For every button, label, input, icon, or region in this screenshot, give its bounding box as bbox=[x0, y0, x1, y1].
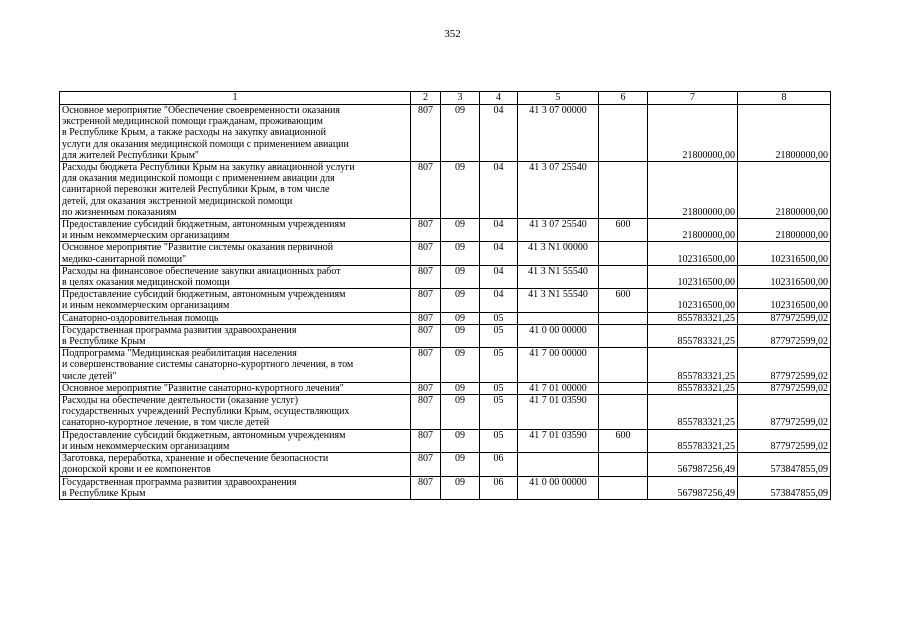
section-code: 09 bbox=[441, 476, 480, 499]
amount-year-1: 21800000,00 bbox=[648, 162, 738, 219]
item-name: Расходы на обеспечение деятельности (оказание услуг) государственных учреждений Республики Крым, осуществляющих санаторно-курортное лечение, в том числе детей bbox=[60, 395, 411, 430]
target-article-code: 41 7 01 00000 bbox=[518, 382, 599, 394]
table-row bbox=[60, 219, 831, 242]
item-name: Основное мероприятие "Развитие системы оказания первичной медико-санитарной помощи" bbox=[60, 242, 411, 265]
target-article-code: 41 3 N1 00000 bbox=[518, 242, 599, 265]
amount-year-2: 877972599,02 bbox=[738, 324, 831, 347]
header-cell: 6 bbox=[599, 92, 648, 105]
amount-year-1: 21800000,00 bbox=[648, 219, 738, 242]
expense-type-code bbox=[599, 242, 648, 265]
subsection-code: 05 bbox=[480, 382, 518, 394]
section-code: 09 bbox=[441, 162, 480, 219]
header-cell: 5 bbox=[518, 92, 599, 105]
amount-year-1: 855783321,25 bbox=[648, 348, 738, 383]
amount-year-1: 567987256,49 bbox=[648, 476, 738, 499]
target-article-code: 41 3 07 25540 bbox=[518, 219, 599, 242]
header-cell: 3 bbox=[441, 92, 480, 105]
target-article-code: 41 0 00 00000 bbox=[518, 324, 599, 347]
expense-type-code bbox=[599, 265, 648, 288]
header-row bbox=[60, 92, 831, 105]
expense-type-code bbox=[599, 395, 648, 430]
section-code: 09 bbox=[441, 242, 480, 265]
target-article-code: 41 0 00 00000 bbox=[518, 476, 599, 499]
section-code: 09 bbox=[441, 382, 480, 394]
table-row bbox=[60, 162, 831, 219]
amount-year-2: 877972599,02 bbox=[738, 382, 831, 394]
table-body bbox=[60, 105, 831, 500]
amount-year-1: 102316500,00 bbox=[648, 289, 738, 312]
amount-year-1: 102316500,00 bbox=[648, 265, 738, 288]
amount-year-1: 855783321,25 bbox=[648, 429, 738, 452]
item-name: Основное мероприятие "Развитие санаторно-курортного лечения" bbox=[60, 382, 411, 394]
section-code: 09 bbox=[441, 105, 480, 162]
item-name: Подпрограмма "Медицинская реабилитация населения и совершенствование системы санаторно-курортного лечения, в том числе детей" bbox=[60, 348, 411, 383]
item-name: Санаторно-оздоровительная помощь bbox=[60, 312, 411, 324]
subsection-code: 05 bbox=[480, 312, 518, 324]
expense-type-code bbox=[599, 382, 648, 394]
header-cell: 2 bbox=[411, 92, 441, 105]
ministry-code: 807 bbox=[411, 219, 441, 242]
subsection-code: 04 bbox=[480, 242, 518, 265]
item-name: Предоставление субсидий бюджетным, автономным учреждениям и иным некоммерческим организациям bbox=[60, 429, 411, 452]
expense-type-code: 600 bbox=[599, 219, 648, 242]
expense-type-code bbox=[599, 312, 648, 324]
amount-year-1: 855783321,25 bbox=[648, 324, 738, 347]
ministry-code: 807 bbox=[411, 289, 441, 312]
amount-year-2: 573847855,09 bbox=[738, 476, 831, 499]
table-row bbox=[60, 242, 831, 265]
expense-type-code bbox=[599, 324, 648, 347]
ministry-code: 807 bbox=[411, 242, 441, 265]
item-name: Предоставление субсидий бюджетным, автономным учреждениям и иным некоммерческим организациям bbox=[60, 219, 411, 242]
amount-year-2: 21800000,00 bbox=[738, 219, 831, 242]
amount-year-2: 102316500,00 bbox=[738, 242, 831, 265]
target-article-code: 41 3 N1 55540 bbox=[518, 289, 599, 312]
budget-table bbox=[59, 91, 831, 500]
target-article-code: 41 7 00 00000 bbox=[518, 348, 599, 383]
section-code: 09 bbox=[441, 219, 480, 242]
table-row bbox=[60, 312, 831, 324]
amount-year-1: 855783321,25 bbox=[648, 312, 738, 324]
section-code: 09 bbox=[441, 453, 480, 476]
section-code: 09 bbox=[441, 312, 480, 324]
amount-year-2: 877972599,02 bbox=[738, 395, 831, 430]
target-article-code bbox=[518, 453, 599, 476]
ministry-code: 807 bbox=[411, 395, 441, 430]
ministry-code: 807 bbox=[411, 265, 441, 288]
subsection-code: 04 bbox=[480, 289, 518, 312]
section-code: 09 bbox=[441, 348, 480, 383]
expense-type-code: 600 bbox=[599, 429, 648, 452]
amount-year-2: 877972599,02 bbox=[738, 348, 831, 383]
subsection-code: 06 bbox=[480, 453, 518, 476]
expense-type-code bbox=[599, 453, 648, 476]
subsection-code: 05 bbox=[480, 324, 518, 347]
item-name: Расходы бюджета Республики Крым на закупку авиационной услуги для оказания медицинской помощи с применением авиации для санитарной перевозки жителей Республики Крым, в том числе детей, для оказания экстренной медицинской помощи по жизненным показаниям bbox=[60, 162, 411, 219]
ministry-code: 807 bbox=[411, 476, 441, 499]
subsection-code: 04 bbox=[480, 265, 518, 288]
item-name: Расходы на финансовое обеспечение закупки авиационных работ в целях оказания медицинской помощи bbox=[60, 265, 411, 288]
expense-type-code bbox=[599, 476, 648, 499]
item-name: Государственная программа развития здравоохранения в Республике Крым bbox=[60, 476, 411, 499]
expense-type-code bbox=[599, 162, 648, 219]
amount-year-2: 21800000,00 bbox=[738, 162, 831, 219]
page-number: 352 bbox=[444, 28, 461, 40]
subsection-code: 05 bbox=[480, 395, 518, 430]
subsection-code: 04 bbox=[480, 162, 518, 219]
amount-year-1: 21800000,00 bbox=[648, 105, 738, 162]
section-code: 09 bbox=[441, 289, 480, 312]
amount-year-1: 102316500,00 bbox=[648, 242, 738, 265]
ministry-code: 807 bbox=[411, 312, 441, 324]
ministry-code: 807 bbox=[411, 324, 441, 347]
section-code: 09 bbox=[441, 429, 480, 452]
amount-year-2: 877972599,02 bbox=[738, 429, 831, 452]
table-row bbox=[60, 382, 831, 394]
table-row bbox=[60, 476, 831, 499]
ministry-code: 807 bbox=[411, 348, 441, 383]
header-cell: 4 bbox=[480, 92, 518, 105]
subsection-code: 04 bbox=[480, 219, 518, 242]
item-name: Основное мероприятие "Обеспечение своевременности оказания экстренной медицинской помощи гражданам, проживающим в Республике Крым, а также расходы на закупку авиационной услуги для оказания медицинской помощи с применением авиации для жителей Республики Крым" bbox=[60, 105, 411, 162]
amount-year-2: 102316500,00 bbox=[738, 289, 831, 312]
ministry-code: 807 bbox=[411, 453, 441, 476]
ministry-code: 807 bbox=[411, 162, 441, 219]
header-cell: 7 bbox=[648, 92, 738, 105]
subsection-code: 06 bbox=[480, 476, 518, 499]
table-row bbox=[60, 265, 831, 288]
amount-year-2: 573847855,09 bbox=[738, 453, 831, 476]
item-name: Предоставление субсидий бюджетным, автономным учреждениям и иным некоммерческим организациям bbox=[60, 289, 411, 312]
subsection-code: 05 bbox=[480, 429, 518, 452]
table-row bbox=[60, 429, 831, 452]
amount-year-2: 21800000,00 bbox=[738, 105, 831, 162]
item-name: Государственная программа развития здравоохранения в Республике Крым bbox=[60, 324, 411, 347]
target-article-code: 41 3 N1 55540 bbox=[518, 265, 599, 288]
subsection-code: 05 bbox=[480, 348, 518, 383]
target-article-code: 41 3 07 25540 bbox=[518, 162, 599, 219]
table-row bbox=[60, 453, 831, 476]
expense-type-code: 600 bbox=[599, 289, 648, 312]
section-code: 09 bbox=[441, 265, 480, 288]
amount-year-2: 102316500,00 bbox=[738, 265, 831, 288]
target-article-code: 41 7 01 03590 bbox=[518, 429, 599, 452]
subsection-code: 04 bbox=[480, 105, 518, 162]
header-cell: 8 bbox=[738, 92, 831, 105]
table-row bbox=[60, 395, 831, 430]
target-article-code bbox=[518, 312, 599, 324]
ministry-code: 807 bbox=[411, 382, 441, 394]
amount-year-1: 855783321,25 bbox=[648, 382, 738, 394]
table-row bbox=[60, 348, 831, 383]
section-code: 09 bbox=[441, 324, 480, 347]
item-name: Заготовка, переработка, хранение и обеспечение безопасности донорской крови и ее компонентов bbox=[60, 453, 411, 476]
table-row bbox=[60, 324, 831, 347]
amount-year-2: 877972599,02 bbox=[738, 312, 831, 324]
header-cell: 1 bbox=[60, 92, 411, 105]
ministry-code: 807 bbox=[411, 105, 441, 162]
ministry-code: 807 bbox=[411, 429, 441, 452]
table-row bbox=[60, 289, 831, 312]
expense-type-code bbox=[599, 348, 648, 383]
target-article-code: 41 7 01 03590 bbox=[518, 395, 599, 430]
table-row bbox=[60, 105, 831, 162]
amount-year-1: 567987256,49 bbox=[648, 453, 738, 476]
expense-type-code bbox=[599, 105, 648, 162]
target-article-code: 41 3 07 00000 bbox=[518, 105, 599, 162]
amount-year-1: 855783321,25 bbox=[648, 395, 738, 430]
section-code: 09 bbox=[441, 395, 480, 430]
